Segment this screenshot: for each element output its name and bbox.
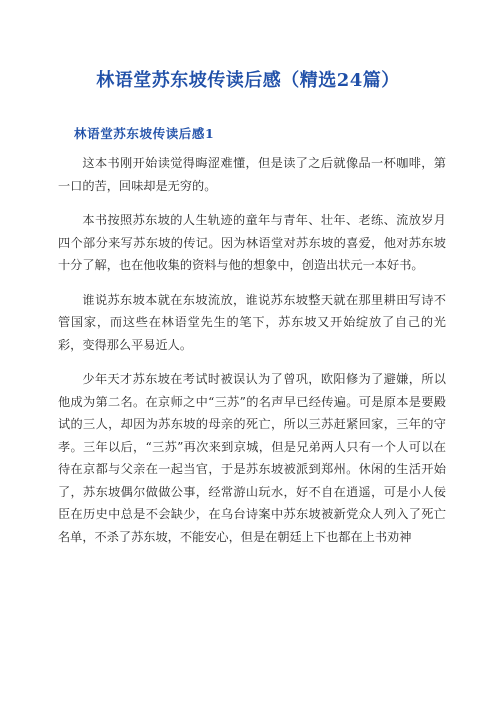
paragraph-2: 本书按照苏东坡的人生轨迹的童年与青年、壮年、老练、流放岁月四个部分来写苏东坡的传记。因为林语堂对苏东坡的喜爱，他对苏东坡十分了解，也在他收集的资料与他的想象中，创造出状元一本好书。 [58,213,446,272]
section-heading: 林语堂苏东坡传读后感1 [74,126,215,141]
paragraph-4: 少年天才苏东坡在考试时被误认为了曾巩，欧阳修为了避嫌，所以他成为第二名。在京师之中“三苏”的名声早已经传遍。可是原本是要殿试的三人，却因为苏东坡的母亲的死亡，所以三苏赶紧回家，三年的守孝。三年以后，“三苏”再次来到京城，但是兄弟两人只有一个人可以在待在京都与父亲在一起当官，于是苏东坡被派到郑州。休闲的生活开始了，苏东坡偶尔做做公事，经常游山玩水，好不自在逍遥，可是小人佞臣在历史中总是不会缺少，在乌台诗案中苏东坡被新党众人列入了死亡名单，不杀了苏东坡，不能安心，但是在朝廷上下也都在上书劝神 [58,372,446,544]
document-body [58,152,446,560]
paragraph-1: 这本书刚开始读觉得晦涩难懂，但是读了之后就像品一杯咖啡，第一口的苦，回味却是无穷的。 [58,156,446,193]
document-title: 林语堂苏东坡传读后感（精选24篇） [96,70,400,91]
paragraph-3: 谁说苏东坡本就在东坡流放，谁说苏东坡整天就在那里耕田写诗不管国家，而这些在林语堂先生的笔下，苏东坡又开始绽放了自己的光彩，变得那么平易近人。 [58,292,446,352]
